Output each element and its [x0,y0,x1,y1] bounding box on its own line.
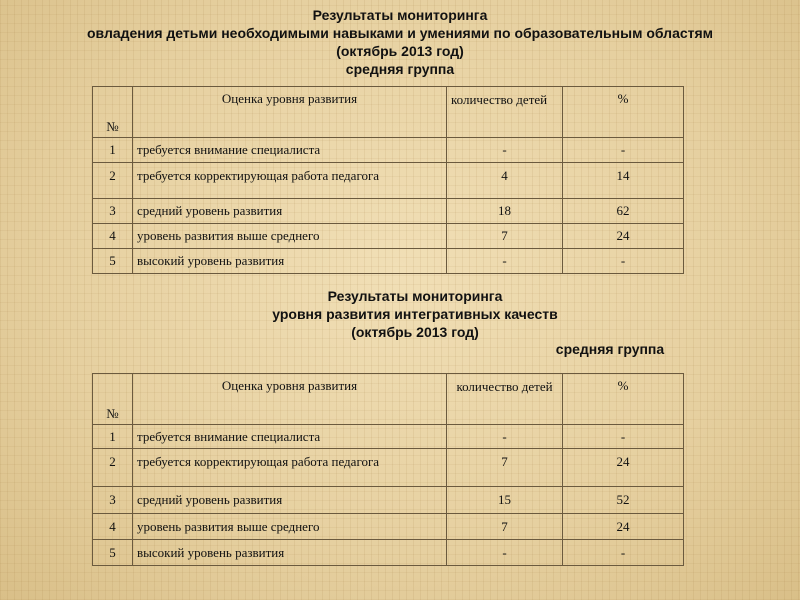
row-num: 5 [93,540,133,566]
table-header-row [93,374,684,425]
row-count: 18 [447,199,563,224]
row-num: 2 [93,163,133,199]
row-num: 4 [93,514,133,540]
row-level: высокий уровень развития [133,540,447,566]
table-row [93,514,684,540]
row-count: 7 [447,514,563,540]
table-row [93,199,684,224]
title-1-line-2: овладения детьми необходимыми навыками и умениями по образовательным областям [86,25,714,41]
header-count: количество детей [447,374,563,425]
header-level: Оценка уровня развития [133,374,447,425]
row-level: требуется корректирующая работа педагога [133,449,447,487]
row-percent: 24 [563,449,684,487]
row-num: 1 [93,138,133,163]
table-row [93,138,684,163]
row-percent: 62 [563,199,684,224]
monitoring-title-2 [215,287,615,341]
row-percent: 52 [563,487,684,514]
table-row [93,487,684,514]
row-num: 3 [93,199,133,224]
row-count: - [447,425,563,449]
header-count: количество детей [447,87,563,138]
row-num: 1 [93,425,133,449]
title-1-line-1: Результаты мониторинга [312,7,488,23]
results-table-1 [92,86,684,274]
title-2-line-1: Результаты мониторинга [327,288,503,304]
row-count: 7 [447,224,563,249]
row-percent: - [563,249,684,274]
row-level: уровень развития выше среднего [133,514,447,540]
row-num: 3 [93,487,133,514]
row-level: требуется корректирующая работа педагога [133,163,447,199]
row-level: уровень развития выше среднего [133,224,447,249]
title-1-line-4: средняя группа [345,61,455,77]
header-percent: % [563,374,684,425]
table-row [93,540,684,566]
row-level: высокий уровень развития [133,249,447,274]
title-2-line-2: уровня развития интегративных качеств [272,306,558,322]
results-table-2 [92,373,684,566]
row-num: 2 [93,449,133,487]
row-level: средний уровень развития [133,487,447,514]
row-level: средний уровень развития [133,199,447,224]
row-num: 4 [93,224,133,249]
header-num: № [93,374,133,425]
title-1-line-3: (октябрь 2013 год) [336,43,464,59]
row-count: - [447,249,563,274]
table-row [93,449,684,487]
row-level: требуется внимание специалиста [133,425,447,449]
row-percent: 24 [563,224,684,249]
table-row [93,249,684,274]
row-percent: 14 [563,163,684,199]
row-percent: - [563,138,684,163]
row-count: 7 [447,449,563,487]
header-level: Оценка уровня развития [133,87,447,138]
row-count: 15 [447,487,563,514]
table-header-row [93,87,684,138]
table-row [93,163,684,199]
title-2-line-3: (октябрь 2013 год) [351,324,479,340]
row-percent: - [563,425,684,449]
row-level: требуется внимание специалиста [133,138,447,163]
row-count: 4 [447,163,563,199]
header-percent: % [563,87,684,138]
table-row [93,425,684,449]
table-row [93,224,684,249]
row-percent: - [563,540,684,566]
row-count: - [447,138,563,163]
monitoring-title-1 [0,6,800,78]
header-num: № [93,87,133,138]
row-count: - [447,540,563,566]
row-percent: 24 [563,514,684,540]
row-num: 5 [93,249,133,274]
group-label: средняя группа [555,341,665,357]
